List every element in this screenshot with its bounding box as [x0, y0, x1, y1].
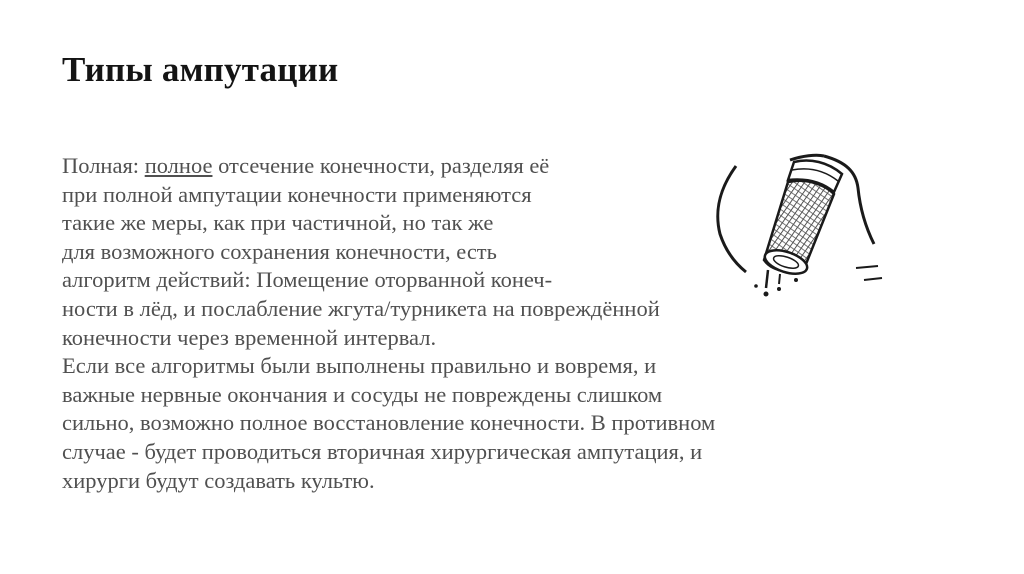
text-line: сильно, возможно полное восстановление конечности. В противном — [62, 410, 716, 436]
text-line — [62, 152, 962, 181]
text-line: Если все алгоритмы были выполнены правильно и вовремя, и — [62, 353, 657, 379]
text-line-rest: отсечение конечности, разделяя её — [212, 153, 550, 178]
slide-title: Типы ампутации — [62, 50, 339, 89]
text-line: алгоритм действий: Помещение оторванной конеч- — [62, 267, 553, 293]
underlined-word: полное — [144, 153, 213, 178]
text-line: хирурги будут создавать культю. — [62, 467, 375, 493]
body-text — [62, 152, 962, 495]
text-line: такие же меры, как при частичной, но так же — [62, 210, 494, 236]
paragraph-label: Полная: — [62, 153, 145, 178]
text-line: случае - будет проводиться вторичная хирургическая ампутация, и — [62, 438, 703, 464]
text-line: при полной ампутации конечности применяются — [62, 181, 532, 207]
text-line: конечности через временной интервал. — [62, 324, 437, 350]
text-line: для возможного сохранения конечности, есть — [62, 238, 497, 264]
text-line: важные нервные окончания и сосуды не повреждены слишком — [62, 381, 663, 407]
text-line: ности в лёд, и послабление жгута/турникета на повреждённой — [62, 295, 660, 321]
